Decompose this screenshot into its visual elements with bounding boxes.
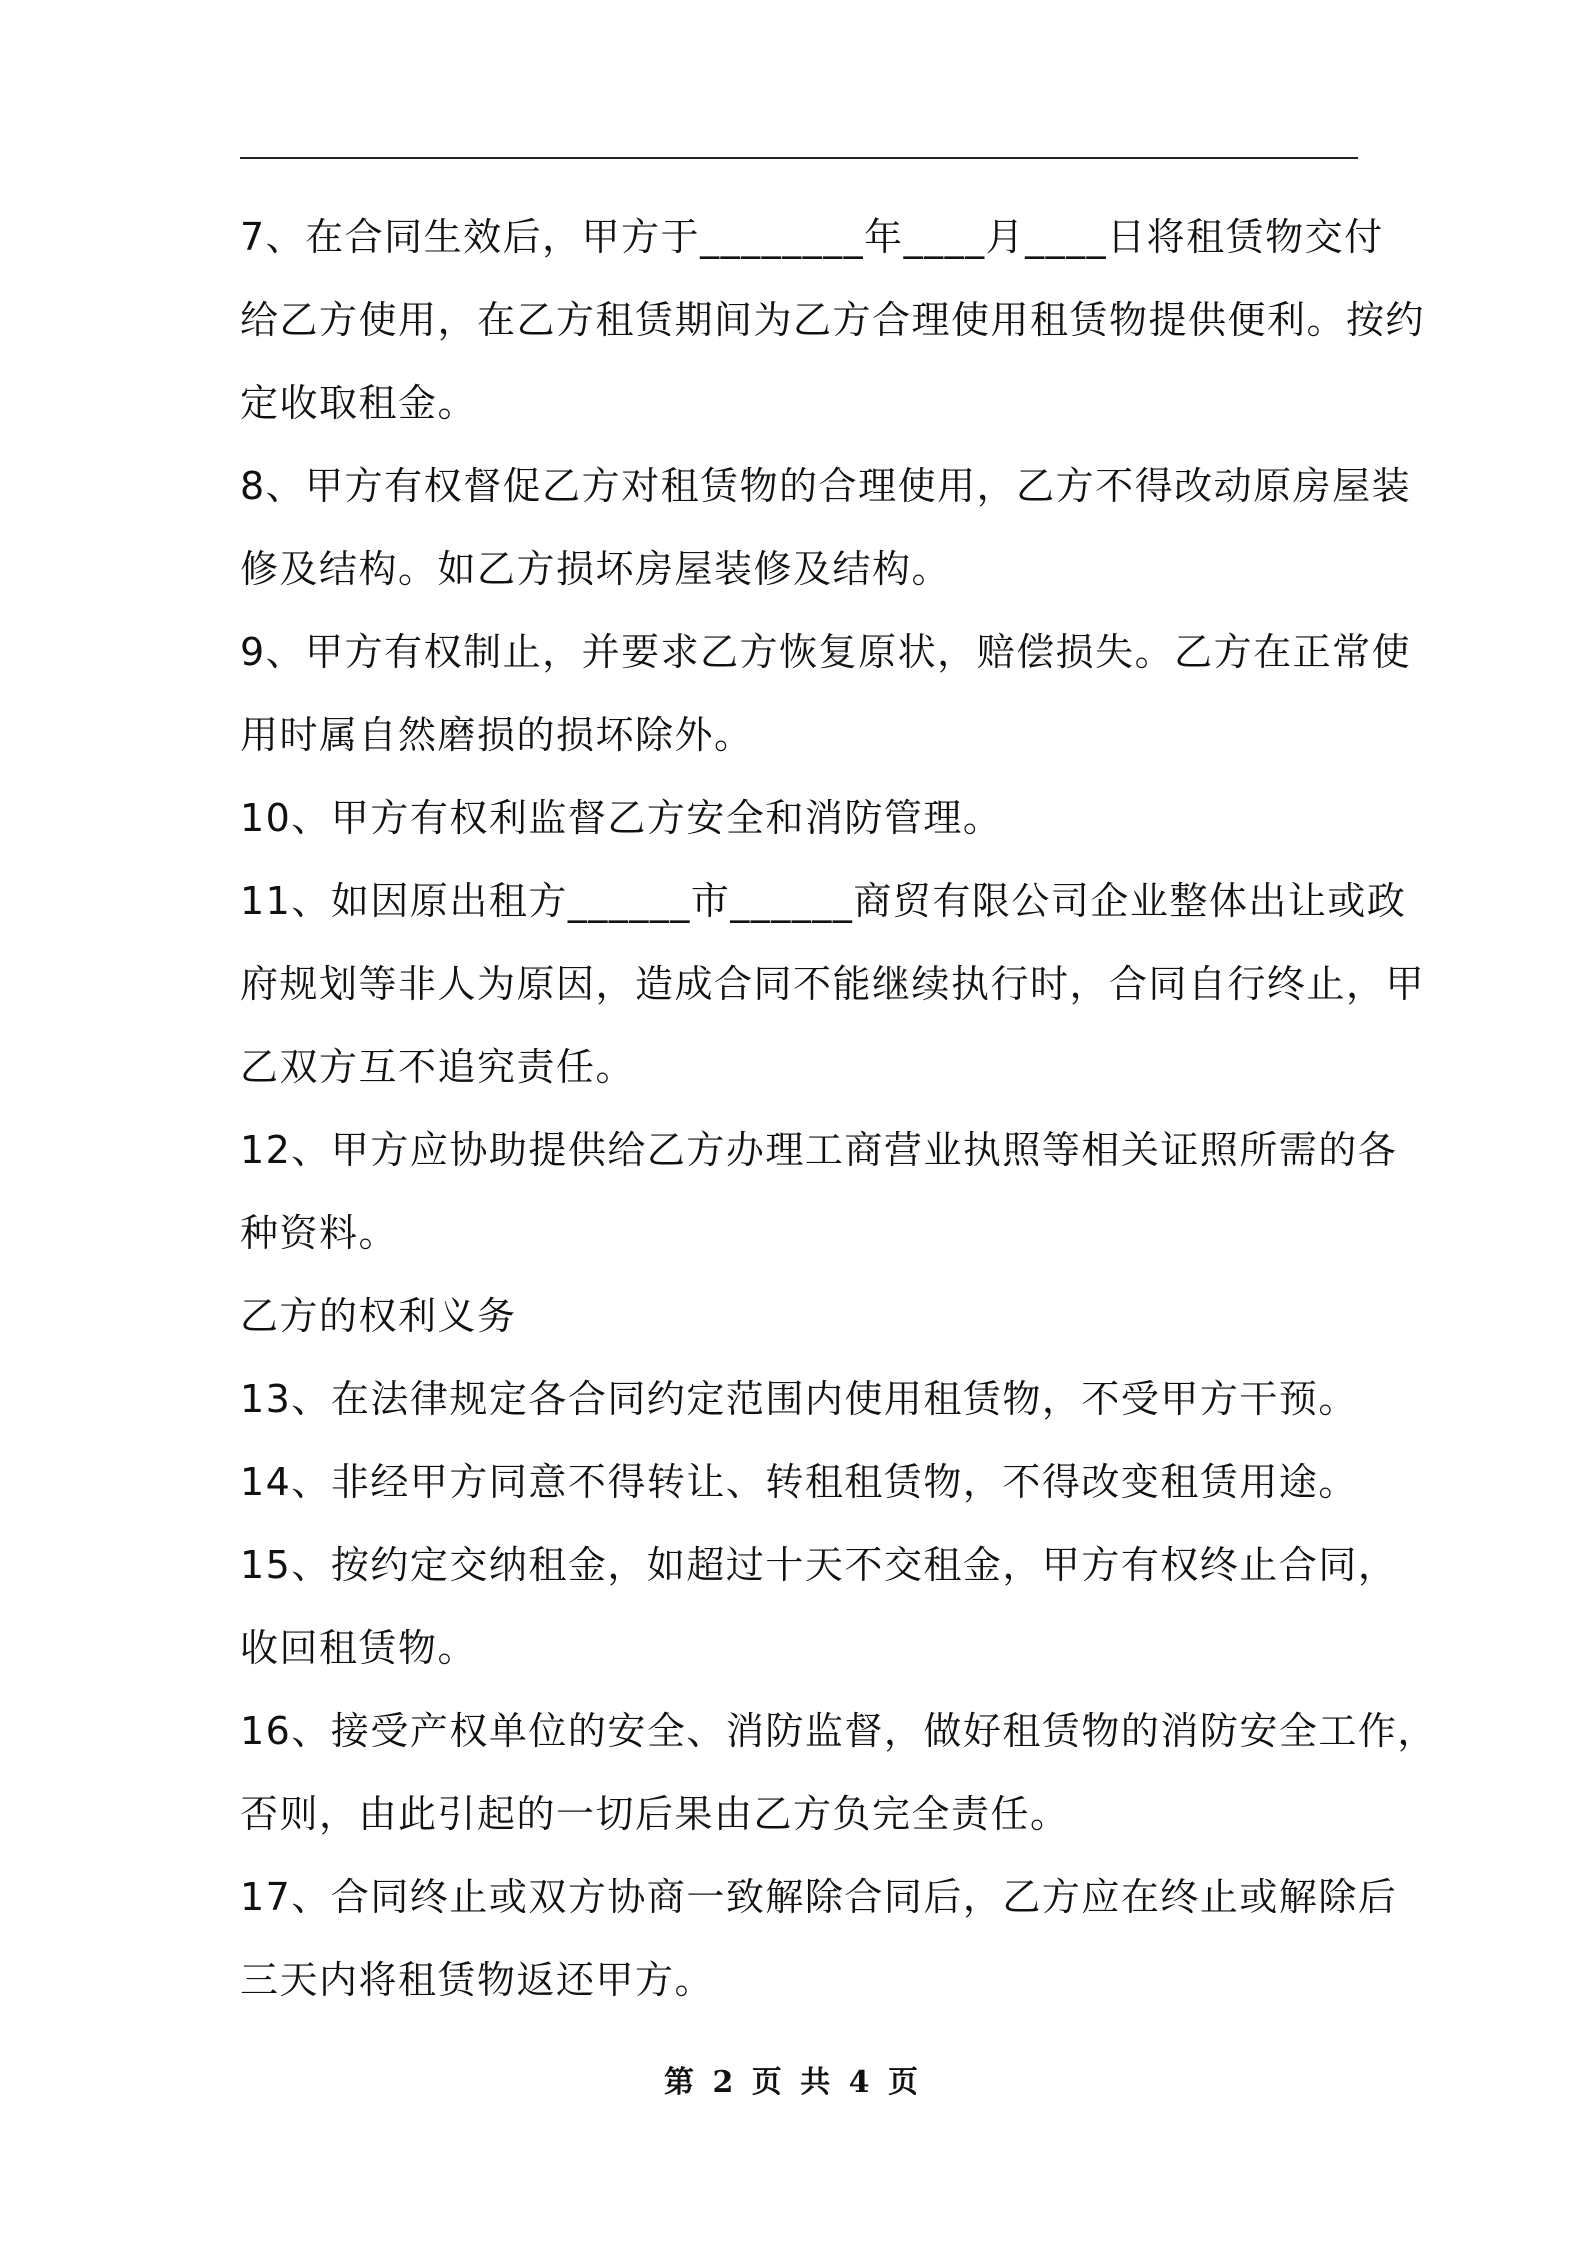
text-line: 15、按约定交纳租金，如超过十天不交租金，甲方有权终止合同， [240,1543,1398,1587]
text-line: 10、甲方有权利监督乙方安全和消防管理。 [240,796,1003,840]
paragraph-clause-7 [240,196,1426,445]
paragraph-clause-11 [240,860,1426,1109]
paragraph-clause-9 [240,611,1412,777]
text-line: 收回租赁物。 [240,1626,478,1670]
paragraph-clause-12 [240,1109,1398,1275]
text-line: 11、如因原出租方______市______商贸有限公司企业整体出让或政 [240,879,1407,923]
header-rule [240,157,1358,159]
text-line: 种资料。 [240,1211,399,1255]
paragraph-clause-10 [240,777,1370,860]
text-line: 修及结构。如乙方损坏房屋装修及结构。 [240,547,952,591]
text-line: 乙双方互不追究责任。 [240,1045,636,1089]
text-line: 17、合同终止或双方协商一致解除合同后，乙方应在终止或解除后 [240,1875,1398,1919]
text-line: 给乙方使用，在乙方租赁期间为乙方合理使用租赁物提供便利。按约 [240,298,1426,342]
page-number-footer: 第 2 页 共 4 页 [664,2065,922,2100]
paragraph-clause-13 [240,1358,1370,1441]
text-line: 13、在法律规定各合同约定范围内使用租赁物，不受甲方干预。 [240,1377,1358,1421]
text-line: 16、接受产权单位的安全、消防监督，做好租赁物的消防安全工作， [240,1709,1437,1753]
paragraph-clause-8 [240,445,1412,611]
paragraph-clause-14 [240,1441,1370,1524]
text-line: 9、甲方有权制止，并要求乙方恢复原状，赔偿损失。乙方在正常使 [240,630,1412,674]
text-line: 三天内将租赁物返还甲方。 [240,1958,715,2002]
text-line: 定收取租金。 [240,381,478,425]
text-line: 乙方的权利义务 [240,1294,517,1338]
text-line: 府规划等非人为原因，造成合同不能继续执行时，合同自行终止，甲 [240,962,1426,1006]
paragraph-clause-17 [240,1856,1398,2022]
text-line: 8、甲方有权督促乙方对租赁物的合理使用，乙方不得改动原房屋装 [240,464,1412,508]
document-body [240,196,1437,2022]
text-line: 否则，由此引起的一切后果由乙方负完全责任。 [240,1792,1070,1836]
text-line: 12、甲方应协助提供给乙方办理工商营业执照等相关证照所需的各 [240,1128,1398,1172]
text-line: 14、非经甲方同意不得转让、转租租赁物，不得改变租赁用途。 [240,1460,1358,1504]
text-line: 用时属自然磨损的损坏除外。 [240,713,754,757]
paragraph-clause-16 [240,1690,1437,1856]
paragraph-clause-15 [240,1524,1398,1690]
section-heading-party-b-rights [240,1275,1370,1358]
text-line: 7、在合同生效后，甲方于________年____月____日将租赁物交付 [240,215,1384,259]
